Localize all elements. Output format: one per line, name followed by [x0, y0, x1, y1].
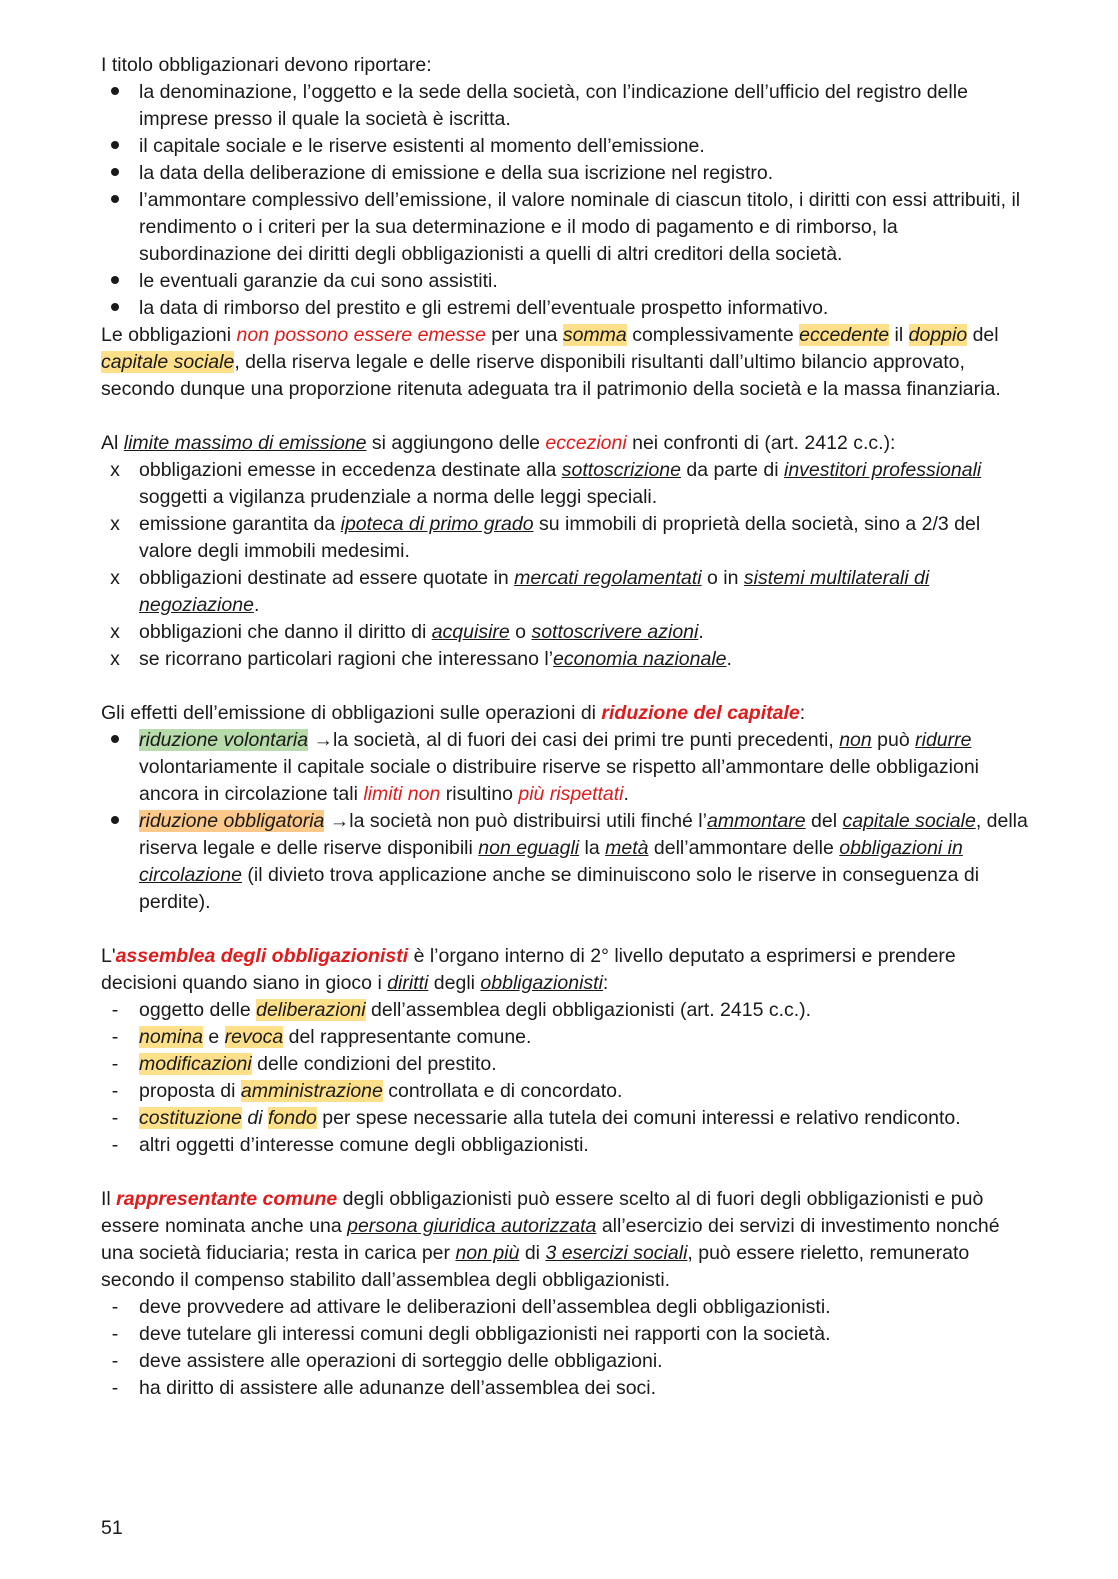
bullet-icon — [101, 808, 129, 835]
list-marker: - — [111, 1377, 119, 1399]
representative-duties-list — [101, 1294, 1031, 1402]
bullet-icon — [101, 727, 129, 754]
bondholders-assembly-paragraph: L'assemblea degli obbligazionisti è l’organo interno di 2° livello deputato a esprimersi e prendere decisioni quando siano in gioco i diritti degli obbligazionisti: — [101, 945, 956, 994]
list-marker: x — [110, 648, 120, 670]
list-item: x obbligazioni destinate ad essere quotate in mercati regolamentati o in sistemi multilaterali di negoziazione. — [101, 565, 1031, 619]
list-item-text: l’ammontare complessivo dell’emissione, il valore nominale di ciascun titolo, i diritti con essi attribuiti, il rendimento o i criteri per la sua determinazione e il modo di pagamento e di rimborso, la subordinazione dei diritti degli obbligazionisti a quelli di altri creditori della società. — [139, 189, 1021, 265]
assembly-subjects-list — [101, 997, 1031, 1159]
bullet-icon — [101, 295, 129, 322]
list-item: x se ricorrano particolari ragioni che interessano l’economia nazionale. — [101, 646, 1031, 673]
list-item: x obbligazioni emesse in eccedenza destinate alla sottoscrizione da parte di investitori professionali soggetti a vigilanza prudenziale a norma delle leggi speciali. — [101, 457, 1031, 511]
exceptions-intro: Al limite massimo di emissione si aggiungono delle eccezioni nei confronti di (art. 2412 c.c.): — [101, 432, 896, 454]
list-marker: - — [111, 1053, 119, 1075]
list-item — [101, 295, 1031, 322]
list-marker: - — [111, 1134, 119, 1156]
list-item — [101, 160, 1031, 187]
bullet-icon — [101, 268, 129, 295]
list-item-text: la data della deliberazione di emissione e della sua iscrizione nel registro. — [139, 162, 774, 184]
list-item — [101, 187, 1031, 268]
list-marker: - — [111, 1350, 119, 1372]
list-marker: - — [111, 1026, 119, 1048]
exceptions-list — [101, 457, 1031, 673]
list-item: - nomina e revoca del rappresentante comune. — [101, 1024, 1031, 1051]
capital-reduction-list — [101, 727, 1031, 916]
list-item-text: le eventuali garanzie da cui sono assistiti. — [139, 270, 498, 292]
page-number: 51 — [101, 1517, 123, 1539]
bullet-icon — [101, 160, 129, 187]
list-item: - ha diritto di assistere alle adunanze dell’assemblea dei soci. — [101, 1375, 1031, 1402]
list-item: - deve provvedere ad attivare le deliberazioni dell’assemblea degli obbligazionisti. — [101, 1294, 1031, 1321]
list-item: - costituzione di fondo per spese necessarie alla tutela dei comuni interessi e relativo rendiconto. — [101, 1105, 1031, 1132]
list-marker: - — [111, 999, 119, 1021]
page-content — [101, 52, 1031, 1402]
capital-reduction-intro: Gli effetti dell’emissione di obbligazioni sulle operazioni di riduzione del capitale: — [101, 702, 806, 724]
list-marker: x — [110, 513, 120, 535]
list-item: x obbligazioni che danno il diritto di acquisire o sottoscrivere azioni. — [101, 619, 1031, 646]
list-item-text: il capitale sociale e le riserve esistenti al momento dell’emissione. — [139, 135, 705, 157]
list-item — [101, 268, 1031, 295]
list-item: - oggetto delle deliberazioni dell’assemblea degli obbligazionisti (art. 2415 c.c.). — [101, 997, 1031, 1024]
list-marker: - — [111, 1107, 119, 1129]
list-marker: x — [110, 459, 120, 481]
bullet-icon — [101, 79, 129, 106]
titles-list — [101, 79, 1031, 322]
common-representative-paragraph: Il rappresentante comune degli obbligazionisti può essere scelto al di fuori degli obbligazionisti e può essere nominata anche una persona giuridica autorizzata all’esercizio dei servizi di investimento nonché una società fiduciaria; resta in carica per non più di 3 esercizi sociali, può essere rieletto, remunerato secondo il compenso stabilito dall’assemblea degli obbligazionisti. — [101, 1188, 1000, 1291]
list-item: - deve tutelare gli interessi comuni degli obbligazionisti nei rapporti con la società. — [101, 1321, 1031, 1348]
list-marker: x — [110, 567, 120, 589]
titles-intro: I titolo obbligazionari devono riportare: — [101, 54, 432, 76]
list-item — [101, 133, 1031, 160]
bullet-icon — [101, 133, 129, 160]
list-marker: - — [111, 1296, 119, 1318]
list-item-text: la denominazione, l’oggetto e la sede della società, con l’indicazione dell’ufficio del registro delle imprese presso il quale la società è iscritta. — [139, 81, 968, 130]
list-marker: - — [111, 1080, 119, 1102]
list-item: - altri oggetti d’interesse comune degli obbligazionisti. — [101, 1132, 1031, 1159]
list-item: - deve assistere alle operazioni di sorteggio delle obbligazioni. — [101, 1348, 1031, 1375]
list-item: riduzione obbligatoria →la società non può distribuirsi utili finché l’ammontare del capitale sociale, della riserva legale e delle riserve disponibili non eguagli la metà dell’ammontare delle obbligazioni in circolazione (il divieto trova applicazione anche se diminuiscono solo le riserve in conseguenza di perdite). — [101, 808, 1031, 916]
bullet-icon — [101, 187, 129, 214]
list-item — [101, 79, 1031, 133]
list-item: - proposta di amministrazione controllata e di concordato. — [101, 1078, 1031, 1105]
list-item: riduzione volontaria →la società, al di fuori dei casi dei primi tre punti precedenti, non può ridurre volontariamente il capitale sociale o distribuire riserve se rispetto all’ammontare delle obbligazioni ancora in circolazione tali limiti non risultino più rispettati. — [101, 727, 1031, 808]
list-item-text: la data di rimborso del prestito e gli estremi dell’eventuale prospetto informativo. — [139, 297, 829, 319]
list-item: x emissione garantita da ipoteca di primo grado su immobili di proprietà della società, sino a 2/3 del valore degli immobili medesimi. — [101, 511, 1031, 565]
list-marker: x — [110, 621, 120, 643]
emission-limit-paragraph: Le obbligazioni non possono essere emesse per una somma complessivamente eccedente il doppio del capitale sociale, della riserva legale e delle riserve disponibili risultanti dall’ultimo bilancio approvato, secondo dunque una proporzione ritenuta adeguata tra il patrimonio della società e la massa finanziaria. — [101, 324, 1001, 400]
list-item: - modificazioni delle condizioni del prestito. — [101, 1051, 1031, 1078]
list-marker: - — [111, 1323, 119, 1345]
